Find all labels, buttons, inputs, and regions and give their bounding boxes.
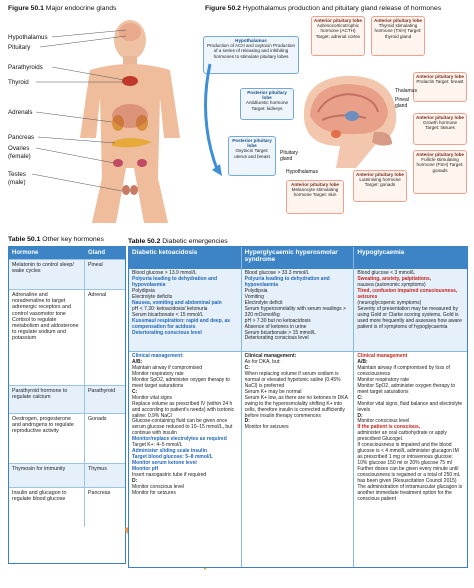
label-ovaries: Ovaries [8,145,30,152]
dka-management-cell [129,352,242,567]
cell-line: Target K+: 4–5 mmol/L [132,442,183,449]
cell-line: Polydipsia [244,287,268,294]
cell-line: Administer sliding scale insulin [132,448,208,455]
label-pituitary: Pituitary [8,44,31,51]
cell-line: C: [132,388,138,395]
hhs-management-cell [242,352,355,567]
cell-line: administer an oral carbohydrate or apply prescribed Glucogel. [357,430,447,443]
cell-line: Severity of presentation may be measured by using Gold or Clarke scoring systems. Gold is used more frequently and assesses how aware patient is of symptoms of hypoglycaemia [357,305,462,330]
cell-line: Monitor serum ketone level [132,460,197,467]
cell-line: Polydipsia [132,287,155,294]
table-row: Adrenaline and noradrenaline to target adrenergic receptors and control vasomotor tone Cortisol to regulate metabolism and aldosterone to regulate sodium and potassium Adrenal [9,289,125,385]
fig501-title: Figure 50.1 Major endocrine glands [8,5,117,12]
cycle-arrow [196,60,226,180]
cell-line: Blood glucose > 13.9 mmol/L [132,270,197,276]
label-pineal: Pineal gland [395,97,409,109]
label-thalamus: Thalamus [395,88,417,94]
label-hypothalamus: Hypothalamus [8,34,48,41]
cell-line: Serum bicarbonate < 15 mmol/L [132,311,204,318]
anterior-box-fsh: Anterior pituitary lobe Follicle stimulating hormone (FSH) Target: gonads [413,150,467,194]
fig502-title: Figure 50.2 Hypothalamus production and pituitary gland release of hormones [205,5,442,12]
tbl501-title: Table 50.1 Other key hormones [8,236,104,243]
presentation-row [129,269,467,351]
cell-line: Clinical management: [132,353,184,359]
diabetic-emergencies-table [128,246,468,568]
cell-line: nausea (autonomic symptoms) [357,281,426,288]
cell-line: Insert nasogastric tube if required [132,472,207,479]
anterior-box-acth: Anterior pituitary lobe Adrenocorticotrophic hormone (ACTH) Target: adrenal cortex [311,16,365,56]
cell-line: As for DKA, but: [244,358,281,365]
cell-line: Maintain airway if compromised by loss of consciousness [357,364,450,377]
cell-line: (neuroglycopenic symptoms) [357,299,422,306]
col-hhs: Hyperglycaemic hyperosmolar syndrome [242,247,355,269]
fig501-leader-lines [0,0,200,200]
cell-line: Deteriorating conscious level [244,335,309,342]
anterior-box-lh: Anterior pituitary lobe Luteinising hormone Target: gonads [353,170,407,202]
col-dka: Diabetic ketoacidosis [129,247,242,269]
cell-line: Glucose-containing fluid can be given once serum glucose reduced to 10–15 mmol/L, but continue with insulin [132,418,233,437]
hypo-management-cell [354,352,467,567]
cell-line: Vomiting [244,293,264,300]
cell-line: Serum hyperosmolality with serum readings > 320 mOsmol/kg [244,305,346,318]
cell-line: Nausea, vomiting and abdominal pain [132,299,222,306]
cell-line: Monitor vital signs [132,394,173,401]
cell-line: C: [244,364,250,371]
cell-line: D: [357,412,363,419]
label-pituitary-gland: Pituitary gland [280,150,299,162]
label-hypothalamus-brain: Hypothalamus [286,169,318,175]
posterior-box-oxytocin: Posterior pituitary lobe Oxytocin Target: uterus and breast [228,136,276,176]
label-pancreas: Pancreas [8,134,35,141]
col-hormone: Hormone [12,250,39,256]
cell-line: pH > 7.30 but no ketoacidosis [244,317,311,324]
dka-presentation-cell [129,269,242,351]
cell-line: Monitor respiratory rate [132,370,184,377]
cell-line: Clinical management: [244,353,297,359]
cell-line: Serum K+ may be normal [244,388,302,395]
cell-line: Monitor SpO2, administer oxygen therapy to meet target saturations [132,376,230,389]
label-adrenals: Adrenals [8,109,33,116]
cell-line: Sweating, anxiety, palpitations, [357,275,432,282]
cell-line: If the patient is conscious, [357,424,421,431]
other-hormones-table [8,246,126,564]
cell-line: Monitor/replace electrolytes as required [132,436,227,443]
management-row [129,351,467,567]
table-row: Thymosin for immunity Thymus [9,463,125,487]
anterior-box-growth: Anterior pituitary lobe Growth hormone Target: tissues [413,113,467,145]
cell-line: D: [132,478,138,485]
cell-line: Monitor pH [132,466,159,473]
cell-line: Monitor for seizures [244,424,289,431]
cell-line: When replacing volume if serum sodium is normal or elevated hypotonic saline (0.45% NaCl) is preferred [244,370,341,389]
brain-illustration [296,68,402,172]
cell-line: Clinical management [357,353,408,359]
label-parathyroids: Parathyroids [8,64,43,71]
cell-line: Kussmaul respiration: rapid and deep, as compensation for acidosis [132,317,231,330]
cell-line: Replace volume as prescribed IV (within 24 h and according to patient's needs) with isotonic saline: 0.9% NaCl [132,400,235,419]
posterior-box-adh: Posterior pituitary lobe Antidiuretic hormone Target: kidneys [240,88,294,120]
cell-line: Monitor respiratory rate [357,376,410,383]
tbl501-header [9,247,125,259]
anterior-box-tsh: Anterior pituitary lobe Thyroid stimulating hormone (TSH) Target: thyroid gland [371,16,425,56]
cell-line: Target blood glucose: 5–8 mmol/L [132,454,213,461]
hypothalamus-box: Hypothalamus Production of ACH and oxytocin Production of a series of releasing and inhibiting hormones to stimulate pituitary lobes [203,36,299,74]
cell-line: If consciousness is impaired and the blood glucose is < 4 mmol/L administer glucagon IM as prescribed 1 mg or intravenous glucose: 10% glucose 150 ml or 20% glucose 75 ml [357,442,459,467]
cell-line: Blood glucose > 33.3 mmol/L [244,270,310,276]
label-ovaries-female: (female) [8,153,31,160]
cell-line: C: [357,394,363,401]
col-gland: Gland [88,250,106,256]
cell-line: Monitor vital signs, fluid balance and electrolyte levels [357,400,463,413]
table-row: Melatonin to control sleep/ wake cycles Pineal [9,259,125,289]
cell-line: Electrolyte deficit [244,299,283,306]
col-hypoglycaemia: Hypoglycaemia [357,249,405,256]
cell-line: Monitor conscious level [132,483,184,490]
hhs-presentation-cell [242,269,355,351]
anterior-box-msh: Anterior pituitary lobe Melanocyte stimulating hormone Target: skin [286,180,344,214]
cell-line: pH < 7.30: ketoacidosis/ ketonuria [132,305,208,312]
cell-line: Monitor SpO2, administer oxygen therapy to meet target saturations [357,382,456,395]
cell-line: Blood glucose < 3 mmol/L [357,270,416,276]
table-row: Insulin and glucagon to regulate blood glucose Pancreas [9,487,125,527]
label-testes: Testes [8,171,26,178]
anterior-box-prolactin: Anterior pituitary lobe Prolactin Target: breast [413,72,467,102]
cell-line: A/B: [357,358,368,365]
cell-line: Monitor conscious level [357,418,410,425]
cell-line: Serum bicarbonate > 15 mmol/L [244,329,316,336]
cell-line: Maintain airway if compromised [132,364,203,371]
cell-line: Tired, confusion impaired consciousness, seizures [357,287,458,300]
cell-line: Absence of ketones in urine [244,323,307,330]
table-row: Oestrogen, progesterone and androgens to regulate reproductive activity Gonads [9,413,125,463]
cell-line: The administration of intramuscular glucagon is another immediate treatment option for the conscious patient [357,483,463,502]
cell-line: Serum K+ low, as there are no ketones in DKA owing to the hyperosmolality shifting K+ into cells, therefore insulin is corrected sufficiently before insulin therapy commences [244,394,348,419]
cell-line: Monitor for seizures [132,489,176,496]
label-testes-male: (male) [8,179,26,186]
tbl502-header [129,247,467,269]
label-thyroid: Thyroid [8,79,29,86]
table-row: Parathyroid hormone to regulate calcium Parathyroid [9,385,125,413]
cell-line: Polyuria leading to dehydration and hypovolaemia [132,275,218,288]
tbl502-title: Table 50.2 Diabetic emergencies [128,238,228,245]
cell-line: D: [244,418,250,425]
cell-line: Further doses can be given every minute until consciousness is regained or a total of 250 mL has been given (Resuscitation Council 2015) [357,466,461,485]
cell-line: A/B: [132,358,143,365]
cell-line: Deteriorating conscious level [132,329,202,336]
cell-line: Electrolyte deficits [132,293,173,300]
hypo-presentation-cell [354,269,467,351]
cell-line: Polyuria leading to dehydration and hypovolaemia [244,275,330,288]
